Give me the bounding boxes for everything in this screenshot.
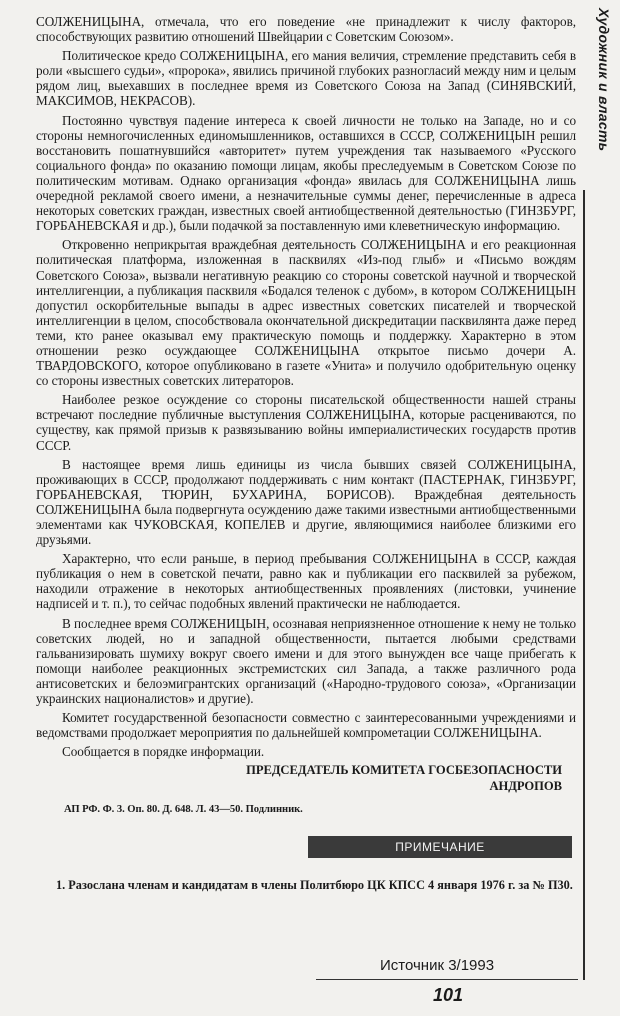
paragraph-1: СОЛЖЕНИЦЫНА, отмечала, что его поведение «не принадлежит к числу факторов, способствующих развитию отношений Швейцарии с Советским Союзом». [36, 14, 576, 45]
paragraph-8: В последнее время СОЛЖЕНИЦЫН, осознавая неприязненное отношение к нему не только советских людей, но и западной общественности, пытается любыми средствами гальванизировать шумиху вокруг своего имени и для этого вынужден все чаще прибегать к помощи наиболее реакционных экстремистских сил Запада, а также различного рода антисоветских и белоэмигрантских организаций («Народно-трудового союза», «Организации украинских националистов» и другие). [36, 615, 576, 707]
paragraph-10: Сообщается в порядке информации. [62, 744, 265, 760]
section-title-vertical: Художник и власть [596, 8, 612, 152]
vertical-rule [583, 190, 585, 980]
paragraph-4: Откровенно неприкрытая враждебная деятельность СОЛЖЕНИЦЫНА и его реакционная политическая платформа, изложенная в пасквилях «Из-под глыб» и «Письмо вождям Советского Союза», вызвали негативную реакцию со стороны советской научной и творческой интеллигенции, а публикация пасквиля «Бодался теленок с дубом», в котором СОЛЖЕНИЦЫН допустил оскорбительные выпады в адрес известных советских писателей и творческой интеллигенции в целом, способствовала окончательной дискредитации пасквилянта даже перед теми, кто ранее оказывал ему практическую помощь и поддержку. Характерно в этом отношении резко осуждающее СОЛЖЕНИЦЫНА открытое письмо дочери А. ТВАРДОВСКОГО, которое опубликовано в газете «Унита» и получило одобрительную оценку со стороны известных советских литераторов. [36, 237, 576, 389]
paragraph-9: Комитет государственной безопасности совместно с заинтересованными учреждениями и ведомствами продолжает мероприятия по дальнейшей компрометации СОЛЖЕНИЦЫНА. [36, 710, 576, 741]
signature-title: ПРЕДСЕДАТЕЛЬ КОМИТЕТА ГОСБЕЗОПАСНОСТИ [246, 763, 562, 778]
paragraph-7: Характерно, что если раньше, в период пребывания СОЛЖЕНИЦЫНА в СССР, каждая публикация о нем в советской печати, равно как и публикации его пасквилей за рубежом, находили отражение в некоторых антиобщественных проявлениях (листовки, учинение надписей и т. п.), то сейчас подобных явлений практически не наблюдается. [36, 551, 576, 612]
note-header: ПРИМЕЧАНИЕ [308, 836, 572, 858]
paragraph-6: В настоящее время лишь единицы из числа бывших связей СОЛЖЕНИЦЫНА, проживающих в СССР, продолжают поддерживать с ним контакт (ПАСТЕРНАК, ГИНЗБУРГ, ГОРБАНЕВСКАЯ, ТЮРИН, БУХАРИНА, БОРИСОВ). Враждебная деятельность СОЛЖЕНИЦЫНА была подвергнута осуждению даже такими известными антиобщественными элементами как ЧУКОВСКАЯ, КОПЕЛЕВ и другие, являющимися наиболее близкими его друзьями. [36, 456, 576, 548]
footer-rule [316, 979, 578, 980]
footnote [40, 878, 576, 892]
paragraph-3: Постоянно чувствуя падение интереса к своей личности не только на Западе, но и со стороны немногочисленных единомышленников, оставшихся в СССР, СОЛЖЕНИЦЫН решил восстановить пошатнувшийся «авторитет» путем учреждения так называемого «Русского социального фонда» по оказанию помощи лицам, якобы преследуемым в Советском Союзе по политическим мотивам. Однако организация «фонда» явилась для СОЛЖЕНИЦЫНА лишь очередной рекламой своего имени, а незначительные суммы денег, перечисленные в адреса некоторых советских граждан, известных своей антиобщественной деятельностью (ГИНЗБУРГ, ГОРБАНЕВСКАЯ и др.), были подачкой за поставленную ими клеветническую информацию. [36, 112, 576, 234]
paragraph-2: Политическое кредо СОЛЖЕНИЦЫНА, его мания величия, стремление представить себя в роли «высшего судьи», «пророка», явились причиной глубоких разногласий между ним и целым рядом лиц, выехавших в последнее время из Советского Союза на Запад (СИНЯВСКИЙ, МАКСИМОВ, НЕКРАСОВ). [36, 48, 576, 109]
footnote-text: 1. Разослана членам и кандидатам в члены Политбюро ЦК КПСС 4 января 1976 г. за № П30. [56, 878, 573, 892]
page-number: 101 [433, 985, 464, 1005]
paragraph-5: Наиболее резкое осуждение со стороны писательской общественности нашей страны встречают последние публичные выступления СОЛЖЕНИЦЫНА, которые расцениваются, по существу, как прямой призыв к развязыванию войны империалистических государств против СССР. [36, 392, 576, 453]
archive-reference: АП РФ. Ф. 3. Оп. 80. Д. 648. Л. 43—50. Подлинник. [64, 803, 303, 815]
main-text [36, 14, 576, 817]
signature-name: АНДРОПОВ [489, 778, 562, 793]
journal-source: Источник 3/1993 [380, 957, 495, 974]
